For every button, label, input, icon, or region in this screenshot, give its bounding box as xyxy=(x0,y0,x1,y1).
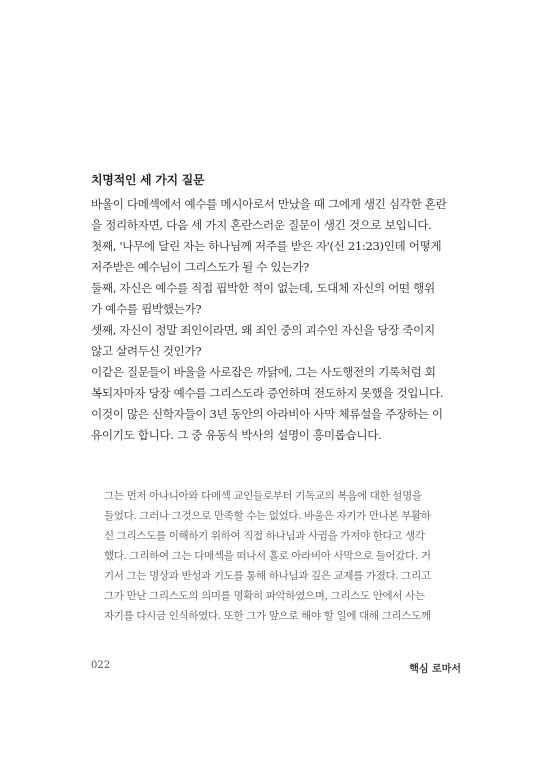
section-heading: 치명적인 세 가지 질문 xyxy=(91,173,205,187)
quote-line: 기서 그는 명상과 반성과 기도를 통해 하나님과 깊은 교제를 가졌다. 그리고 xyxy=(104,570,431,582)
quote-line: 자기를 다시금 인식하였다. 또한 그가 앞으로 해야 할 일에 대해 그리스도께 xyxy=(104,610,431,622)
section-body xyxy=(91,196,463,456)
paragraph-line: 저주받은 예수님이 그리스도가 될 수 있는가? xyxy=(91,260,309,274)
paragraph-line: 둘째, 자신은 예수를 직접 핍박한 적이 없는데, 도대체 자신의 어떤 행위 xyxy=(91,281,435,295)
paragraph-line: 이것이 많은 신학자들이 3년 동안의 아라비아 사막 체류설을 주장하는 이 xyxy=(91,407,443,421)
quote-line: 신 그리스도를 이해하기 위하여 직접 하나님과 사귐을 가져야 한다고 생각 xyxy=(104,530,425,542)
quote-line: 들었다. 그러나 그것으로 만족할 수는 없었다. 바울은 자기가 만나본 부활하 xyxy=(104,510,431,522)
paragraph-line: 셋째, 자신이 정말 죄인이라면, 왜 죄인 중의 괴수인 자신을 당장 죽이지 xyxy=(91,323,435,337)
running-title: 핵심 로마서 xyxy=(409,664,461,675)
quote-line: 그는 먼저 아나니아와 다메섹 교인들로부터 기독교의 복음에 대한 설명을 xyxy=(104,490,422,502)
paragraph-line: 이같은 질문들이 바울을 사로잡은 까닭에, 그는 사도행전의 기록처럼 회 xyxy=(91,365,436,379)
paragraph-line: 가 예수를 핍박했는가? xyxy=(91,302,202,316)
paragraph-line: 바울이 다메섹에서 예수를 메시아로서 만났을 때 그에게 생긴 심각한 혼란 xyxy=(91,197,447,211)
quote-line: 그가 만난 그리스도의 의미를 명확히 파악하였으며, 그리스도 안에서 사는 xyxy=(104,590,425,602)
paragraph-line: 첫째, '나무에 달린 자는 하나님께 저주를 받은 자'(신 21:23)인데 어떻게 xyxy=(91,239,442,253)
paragraph-line: 유이기도 합니다. 그 중 유동식 박사의 설명이 흥미롭습니다. xyxy=(91,428,382,442)
block-quote xyxy=(104,488,450,628)
paragraph-line: 을 정리하자면, 다음 세 가지 혼란스러운 질문이 생긴 것으로 보입니다. xyxy=(91,218,432,232)
page-number: 022 xyxy=(91,660,111,671)
paragraph-line: 복되자마자 당장 예수를 그리스도라 증언하며 전도하지 못했을 것입니다. xyxy=(91,386,444,400)
paragraph-line: 않고 살려두신 것인가? xyxy=(91,344,202,358)
quote-line: 했다. 그리하여 그는 다메섹을 떠나서 홀로 아라비아 사막으로 들어갔다. 거 xyxy=(104,550,431,562)
